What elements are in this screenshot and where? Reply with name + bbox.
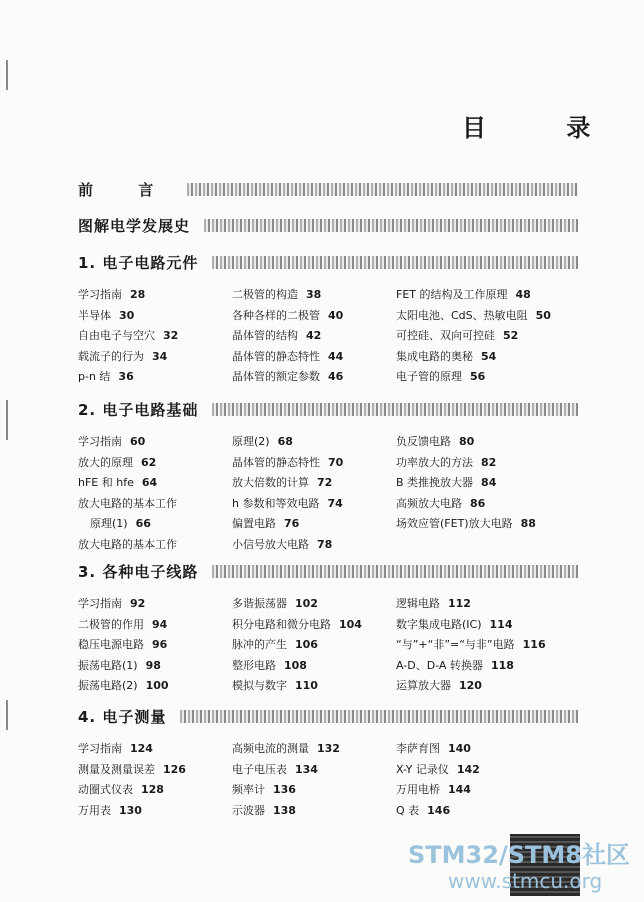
toc-entry[interactable]	[78, 676, 169, 697]
toc-entry-page: 86	[470, 496, 486, 510]
toc-entry-label: 频率计	[232, 783, 265, 796]
toc-entry-label: 万用表	[78, 803, 111, 817]
toc-entry[interactable]	[232, 535, 343, 556]
scan-artifact	[6, 60, 8, 90]
toc-entry-label: 二极管的构造	[232, 288, 298, 301]
toc-entry[interactable]	[396, 285, 551, 306]
toc-entry-label: 功率放大的方法	[396, 455, 473, 469]
section-heading	[78, 214, 578, 236]
toc-entry[interactable]	[232, 306, 343, 327]
toc-entry-page: 78	[317, 537, 333, 551]
toc-entry-label: 李萨育图	[396, 742, 440, 755]
toc-column	[232, 739, 340, 821]
toc-entry-label: 学习指南	[78, 288, 122, 301]
toc-entry-label: 原理(2)	[232, 435, 270, 448]
toc-column	[78, 739, 186, 821]
toc-column	[396, 594, 546, 697]
toc-column	[396, 432, 536, 535]
toc-entry-page: 38	[306, 288, 322, 301]
toc-entry[interactable]	[232, 656, 362, 677]
toc-entry[interactable]	[396, 494, 536, 515]
toc-entry-label: 电子电压表	[232, 762, 287, 776]
toc-entry[interactable]	[232, 635, 362, 656]
toc-entry[interactable]	[232, 432, 343, 453]
toc-entry[interactable]	[232, 494, 343, 515]
toc-entry-page: 62	[141, 455, 157, 469]
toc-entry-page: 96	[152, 638, 168, 651]
toc-entry[interactable]	[78, 367, 178, 388]
toc-column	[232, 432, 343, 555]
toc-entry[interactable]	[78, 285, 178, 306]
toc-entry[interactable]	[78, 473, 177, 494]
toc-entry-page: 98	[145, 658, 161, 672]
toc-entry-label: 学习指南	[78, 597, 122, 610]
toc-entry-page: 76	[284, 517, 300, 530]
toc-entry-label: 稳压电源电路	[78, 638, 144, 651]
toc-entry[interactable]	[396, 594, 546, 615]
toc-entry-label: p-n 结	[78, 370, 111, 383]
toc-entry[interactable]	[78, 635, 169, 656]
toc-entry[interactable]	[232, 453, 343, 474]
toc-entry-label: h 参数和等效电路	[232, 496, 320, 510]
toc-entry[interactable]	[232, 780, 340, 801]
toc-entry[interactable]	[78, 347, 178, 368]
toc-entry-page: 134	[295, 762, 318, 776]
toc-entry[interactable]	[396, 801, 480, 822]
toc-entry-label: 自由电子与空穴	[78, 329, 155, 342]
toc-entry-page: 56	[470, 370, 486, 383]
toc-entry-page: 118	[490, 658, 514, 672]
toc-entry[interactable]	[78, 514, 177, 535]
toc-entry-label: 负反馈电路	[396, 435, 451, 448]
toc-entry-page: 128	[141, 783, 164, 796]
section-heading	[78, 251, 578, 273]
toc-entry[interactable]	[232, 285, 343, 306]
toc-entry-page: 130	[119, 803, 142, 817]
toc-entry-page: 70	[328, 455, 344, 469]
toc-entry-label: 示波器	[232, 803, 265, 817]
toc-entry-page: 114	[489, 617, 513, 631]
toc-entry-page: 34	[152, 349, 168, 363]
toc-entry[interactable]	[78, 780, 186, 801]
toc-entry-label: 载流子的行为	[78, 349, 144, 363]
toc-entry[interactable]	[232, 347, 343, 368]
toc-entry-page: 32	[163, 329, 179, 342]
section-title: 1. 电子电路元件	[78, 253, 199, 272]
toc-entry-page: 102	[295, 597, 318, 610]
toc-entry-page: 84	[481, 476, 497, 489]
toc-entry-label: 数字集成电路(IC)	[396, 617, 482, 631]
toc-column	[78, 432, 177, 555]
toc-entry-label: 场效应管(FET)放大电路	[396, 517, 513, 530]
toc-entry[interactable]	[396, 347, 551, 368]
toc-entry-label: 各种各样的二极管	[232, 308, 320, 322]
toc-column	[78, 594, 169, 697]
toc-entry-page: 92	[130, 597, 146, 610]
toc-entry-label: A-D、D-A 转换器	[396, 658, 483, 672]
toc-entry-label: 学习指南	[78, 435, 122, 448]
toc-entry[interactable]	[396, 473, 536, 494]
toc-column	[396, 285, 551, 388]
toc-entry[interactable]	[396, 514, 536, 535]
toc-entry-label: 脉冲的产生	[232, 638, 287, 651]
toc-entry-page: 42	[306, 329, 322, 342]
toc-entry-page: 146	[427, 803, 451, 817]
toc-entry-label: 高频放大电路	[396, 496, 462, 510]
toc-entry-page: 40	[328, 308, 344, 322]
section-heading	[78, 560, 578, 582]
toc-entry[interactable]	[232, 760, 340, 781]
leader-dots	[187, 183, 578, 196]
toc-entry-page: 50	[535, 308, 551, 322]
toc-entry[interactable]	[78, 494, 177, 515]
toc-entry-page: 144	[448, 783, 471, 796]
section-title: 前 言	[78, 180, 174, 199]
toc-entry[interactable]	[232, 473, 343, 494]
toc-entry[interactable]	[232, 676, 362, 697]
toc-entry-page: 116	[522, 638, 546, 651]
section-title: 图解电学发展史	[78, 216, 191, 235]
section-heading	[78, 178, 578, 200]
toc-entry[interactable]	[232, 514, 343, 535]
toc-entry-label: “与”+“非”=“与非”电路	[396, 638, 515, 651]
toc-entry[interactable]	[232, 367, 343, 388]
toc-entry[interactable]	[396, 739, 480, 760]
toc-entry-label: 放大电路的基本工作	[78, 537, 177, 551]
toc-entry[interactable]	[396, 780, 480, 801]
toc-entry-label: 振荡电路(2)	[78, 679, 138, 692]
toc-entry-label: 可控硅、双向可控硅	[396, 329, 495, 342]
toc-column	[232, 285, 343, 388]
watermark-brand: STM32/STM8社区	[408, 841, 630, 869]
toc-entry[interactable]	[396, 760, 480, 781]
toc-entry-page: 28	[130, 288, 146, 301]
toc-entry[interactable]	[78, 594, 169, 615]
leader-dots	[180, 710, 578, 723]
toc-entry-page: 120	[459, 679, 482, 692]
toc-entry-label: FET 的结构及工作原理	[396, 288, 508, 301]
toc-entry-label: 积分电路和微分电路	[232, 617, 331, 631]
toc-entry[interactable]	[78, 453, 177, 474]
toc-entry-label: 晶体管的静态特性	[232, 349, 320, 363]
section-title: 3. 各种电子线路	[78, 562, 199, 581]
toc-entry-page: 136	[273, 783, 296, 796]
toc-entry-label: 学习指南	[78, 742, 122, 755]
toc-entry-page: 104	[339, 617, 362, 631]
toc-entry-page: 106	[295, 638, 318, 651]
toc-column	[396, 739, 480, 821]
toc-entry-page: 100	[145, 679, 169, 692]
toc-entry[interactable]	[78, 535, 177, 556]
toc-entry-page: 126	[163, 762, 186, 776]
toc-entry[interactable]	[78, 306, 178, 327]
toc-entry-page: 48	[515, 288, 531, 301]
toc-entry-page: 30	[119, 308, 135, 322]
scan-artifact	[6, 400, 8, 440]
toc-entry-label: hFE 和 hfe	[78, 476, 134, 489]
toc-entry[interactable]	[396, 676, 546, 697]
toc-entry-page: 112	[448, 597, 471, 610]
toc-entry-page: 72	[317, 476, 333, 489]
toc-entry-label: Q 表	[396, 803, 420, 817]
toc-entry-label: 多谐振荡器	[232, 597, 287, 610]
toc-entry[interactable]	[78, 801, 186, 822]
toc-entry-label: 半导体	[78, 308, 111, 322]
toc-entry[interactable]	[396, 432, 536, 453]
toc-entry-label: 晶体管的额定参数	[232, 370, 320, 383]
toc-entry-page: 74	[327, 496, 343, 510]
toc-entry-label: 整形电路	[232, 658, 276, 672]
toc-entry-label: 放大倍数的计算	[232, 476, 309, 489]
leader-dots	[204, 219, 578, 232]
toc-column	[232, 594, 362, 697]
toc-entry-label: 测量及测量误差	[78, 762, 155, 776]
toc-entry-page: 36	[118, 370, 134, 383]
toc-entry-label: 万用电桥	[396, 783, 440, 796]
toc-entry-label: 振荡电路(1)	[78, 658, 138, 672]
toc-entry[interactable]	[78, 656, 169, 677]
toc-entry-page: 52	[503, 329, 519, 342]
toc-entry-label: 高频电流的测量	[232, 742, 309, 755]
leader-dots	[212, 256, 578, 269]
toc-entry-page: 54	[481, 349, 497, 363]
toc-entry[interactable]	[78, 326, 178, 347]
toc-entry-page: 46	[328, 370, 344, 383]
toc-entry-page: 66	[135, 517, 151, 530]
watermark-url: www.stmcu.org	[448, 869, 603, 893]
toc-entry-page: 132	[317, 742, 340, 755]
toc-entry-label: 原理(1)	[90, 517, 128, 530]
toc-entry-label: 偏置电路	[232, 517, 276, 530]
toc-entry[interactable]	[232, 801, 340, 822]
toc-entry[interactable]	[232, 326, 343, 347]
toc-entry[interactable]	[232, 594, 362, 615]
toc-entry-page: 60	[130, 435, 146, 448]
toc-entry-label: 放大电路的基本工作	[78, 496, 177, 510]
toc-entry[interactable]	[396, 453, 536, 474]
section-heading	[78, 705, 578, 727]
toc-entry-label: 集成电路的奥秘	[396, 349, 473, 363]
toc-entry-label: 运算放大器	[396, 679, 451, 692]
toc-column	[78, 285, 178, 388]
toc-entry[interactable]	[396, 635, 546, 656]
toc-entry-page: 94	[152, 617, 168, 631]
toc-entry-page: 64	[141, 476, 158, 489]
toc-entry-page: 68	[277, 435, 293, 448]
toc-entry-page: 110	[295, 679, 318, 692]
toc-entry[interactable]	[78, 432, 177, 453]
toc-entry-page: 140	[448, 742, 471, 755]
toc-entry-label: X-Y 记录仪	[396, 762, 449, 776]
toc-entry[interactable]	[232, 739, 340, 760]
toc-entry-label: 动圈式仪表	[78, 783, 133, 796]
toc-entry-page: 124	[130, 742, 153, 755]
toc-entry[interactable]	[396, 326, 551, 347]
leader-dots	[212, 403, 578, 416]
watermark	[408, 842, 640, 894]
toc-entry[interactable]	[396, 367, 551, 388]
toc-entry[interactable]	[78, 760, 186, 781]
scan-artifact	[6, 700, 8, 730]
toc-entry-page: 80	[459, 435, 475, 448]
toc-entry[interactable]	[396, 306, 551, 327]
toc-entry-label: 晶体管的静态特性	[232, 455, 320, 469]
toc-entry[interactable]	[396, 656, 546, 677]
toc-entry-page: 142	[456, 762, 480, 776]
toc-entry-page: 82	[481, 455, 497, 469]
toc-entry-label: 晶体管的结构	[232, 329, 298, 342]
section-title: 4. 电子测量	[78, 707, 167, 726]
page-title: 目 录	[462, 114, 627, 142]
toc-entry-page: 138	[273, 803, 296, 817]
toc-entry[interactable]	[78, 739, 186, 760]
toc-entry[interactable]	[232, 615, 362, 636]
toc-entry-page: 108	[284, 658, 307, 672]
toc-entry-label: 小信号放大电路	[232, 537, 309, 551]
leader-dots	[212, 565, 578, 578]
toc-entry-label: 放大的原理	[78, 455, 133, 469]
toc-entry-label: 电子管的原理	[396, 370, 462, 383]
toc-entry[interactable]	[396, 615, 546, 636]
toc-entry-label: 太阳电池、CdS、热敏电阻	[396, 308, 528, 322]
toc-entry-label: 二极管的作用	[78, 617, 144, 631]
toc-entry-label: 模拟与数字	[232, 679, 287, 692]
toc-entry[interactable]	[78, 615, 169, 636]
section-heading	[78, 398, 578, 420]
section-title: 2. 电子电路基础	[78, 400, 199, 419]
toc-entry-page: 44	[328, 349, 344, 363]
toc-entry-page: 88	[520, 517, 536, 530]
toc-entry-label: B 类推挽放大器	[396, 476, 474, 489]
toc-entry-label: 逻辑电路	[396, 597, 440, 610]
